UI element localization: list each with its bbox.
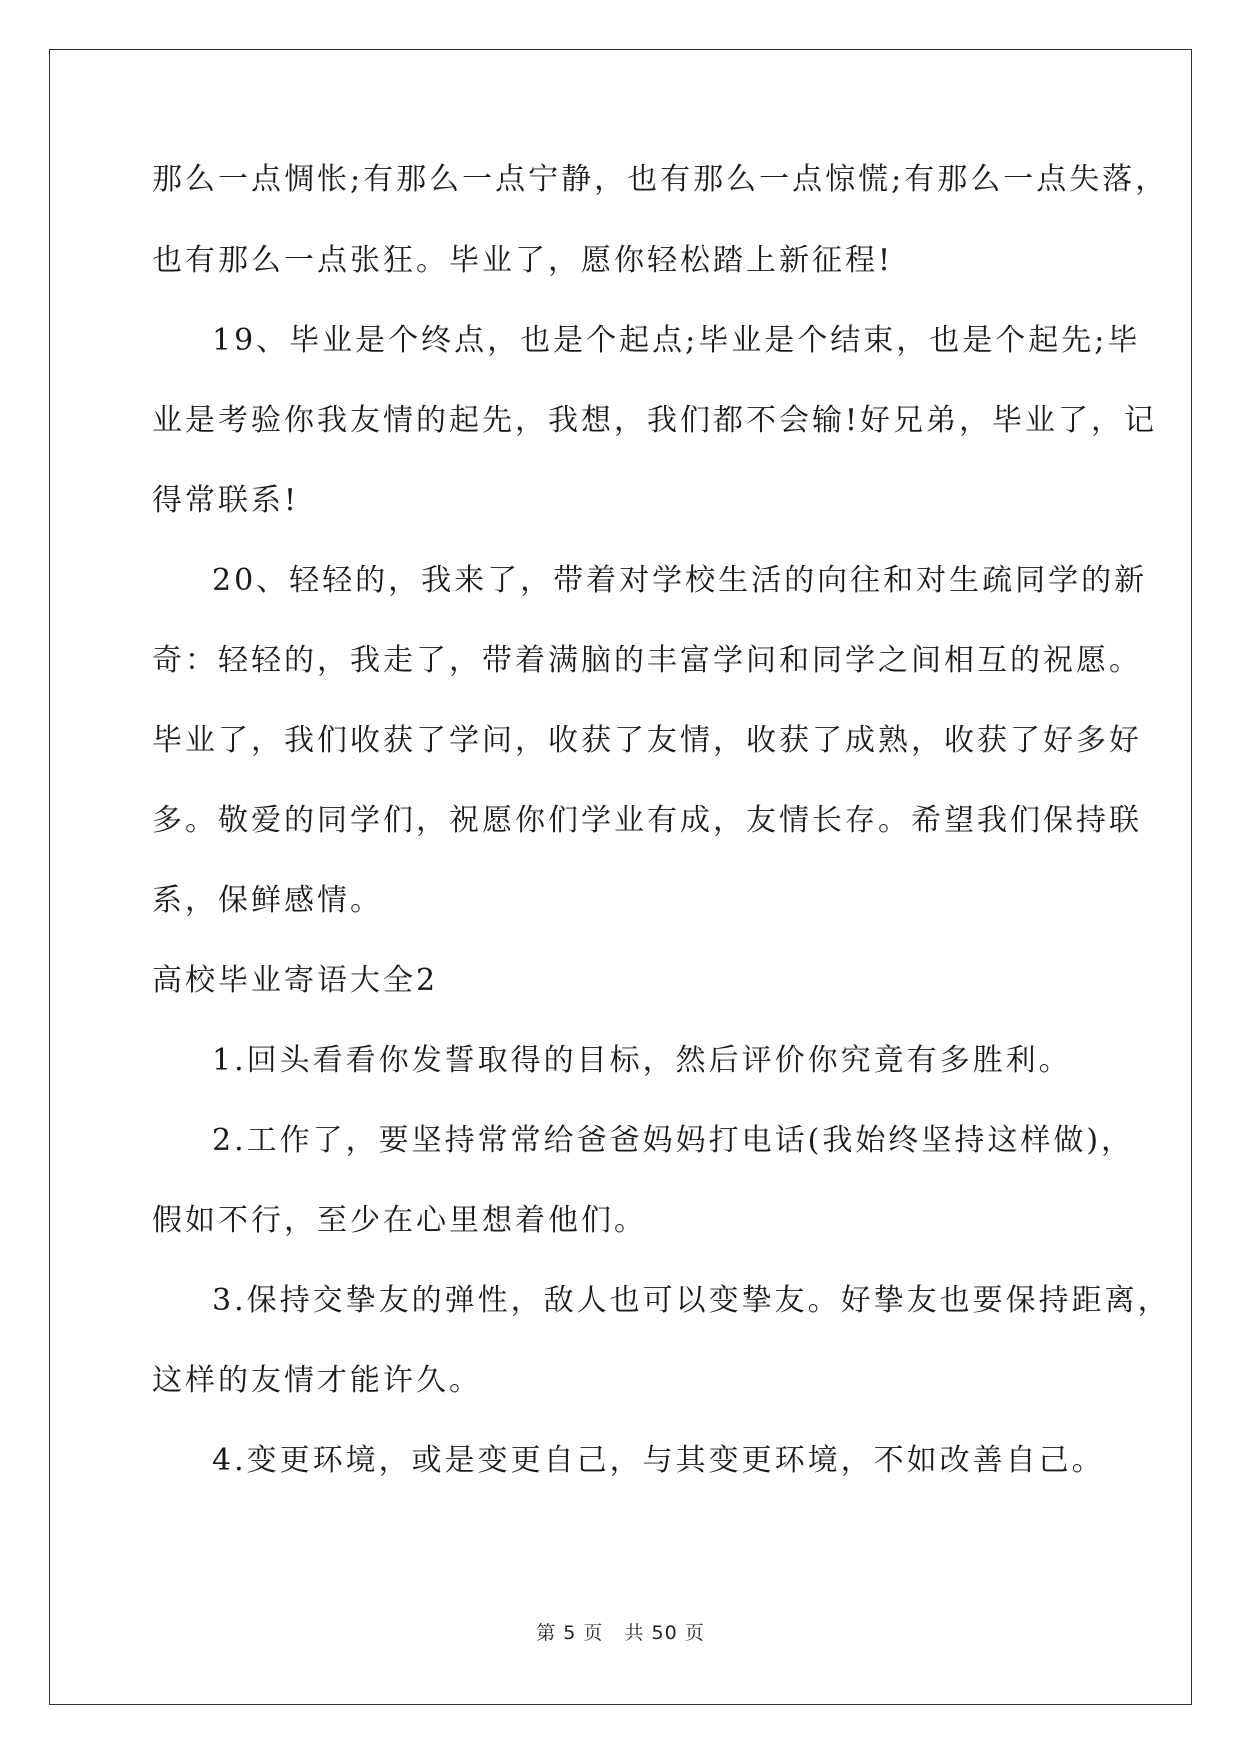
paragraph-20: 20、轻轻的，我来了，带着对学校生活的向往和对生疏同学的新 xyxy=(212,563,1148,598)
list-item-4: 4.变更环境，或是变更自己，与其变更环境，不如改善自己。 xyxy=(212,1443,1105,1478)
text-line: 奇：轻轻的，我走了，带着满脑的丰富学问和同学之间相互的祝愿。 xyxy=(152,643,1142,678)
page-footer xyxy=(0,1618,1241,1645)
page-total: 共 50 页 xyxy=(624,1622,705,1644)
text-line: 那么一点惆怅;有那么一点宁静，也有那么一点惊慌;有那么一点失落， xyxy=(152,162,1169,197)
text-line: 得常联系! xyxy=(152,483,300,518)
paragraph-19: 19、毕业是个终点，也是个起点;毕业是个结束，也是个起先;毕 xyxy=(212,323,1141,358)
section-heading: 高校毕业寄语大全2 xyxy=(152,963,439,998)
text-line: 这样的友情才能许久。 xyxy=(152,1363,482,1398)
page-number: 第 5 页 xyxy=(536,1622,604,1644)
list-item-1: 1.回头看看你发誓取得的目标，然后评价你究竟有多胜利。 xyxy=(212,1043,1072,1078)
text-line: 也有那么一点张狂。毕业了，愿你轻松踏上新征程! xyxy=(152,243,894,278)
list-item-3: 3.保持交挚友的弹性，敌人也可以变挚友。好挚友也要保持距离， xyxy=(212,1283,1171,1318)
text-line: 业是考验你我友情的起先，我想，我们都不会输!好兄弟，毕业了，记 xyxy=(152,403,1158,438)
text-line: 系，保鲜感情。 xyxy=(152,883,383,918)
text-line: 毕业了，我们收获了学问，收获了友情，收获了成熟，收获了好多好 xyxy=(152,723,1142,758)
list-item-2: 2.工作了，要坚持常常给爸爸妈妈打电话(我始终坚持这样做)， xyxy=(212,1123,1135,1158)
text-line: 多。敬爱的同学们，祝愿你们学业有成，友情长存。希望我们保持联 xyxy=(152,803,1142,838)
text-line: 假如不行，至少在心里想着他们。 xyxy=(152,1203,647,1238)
